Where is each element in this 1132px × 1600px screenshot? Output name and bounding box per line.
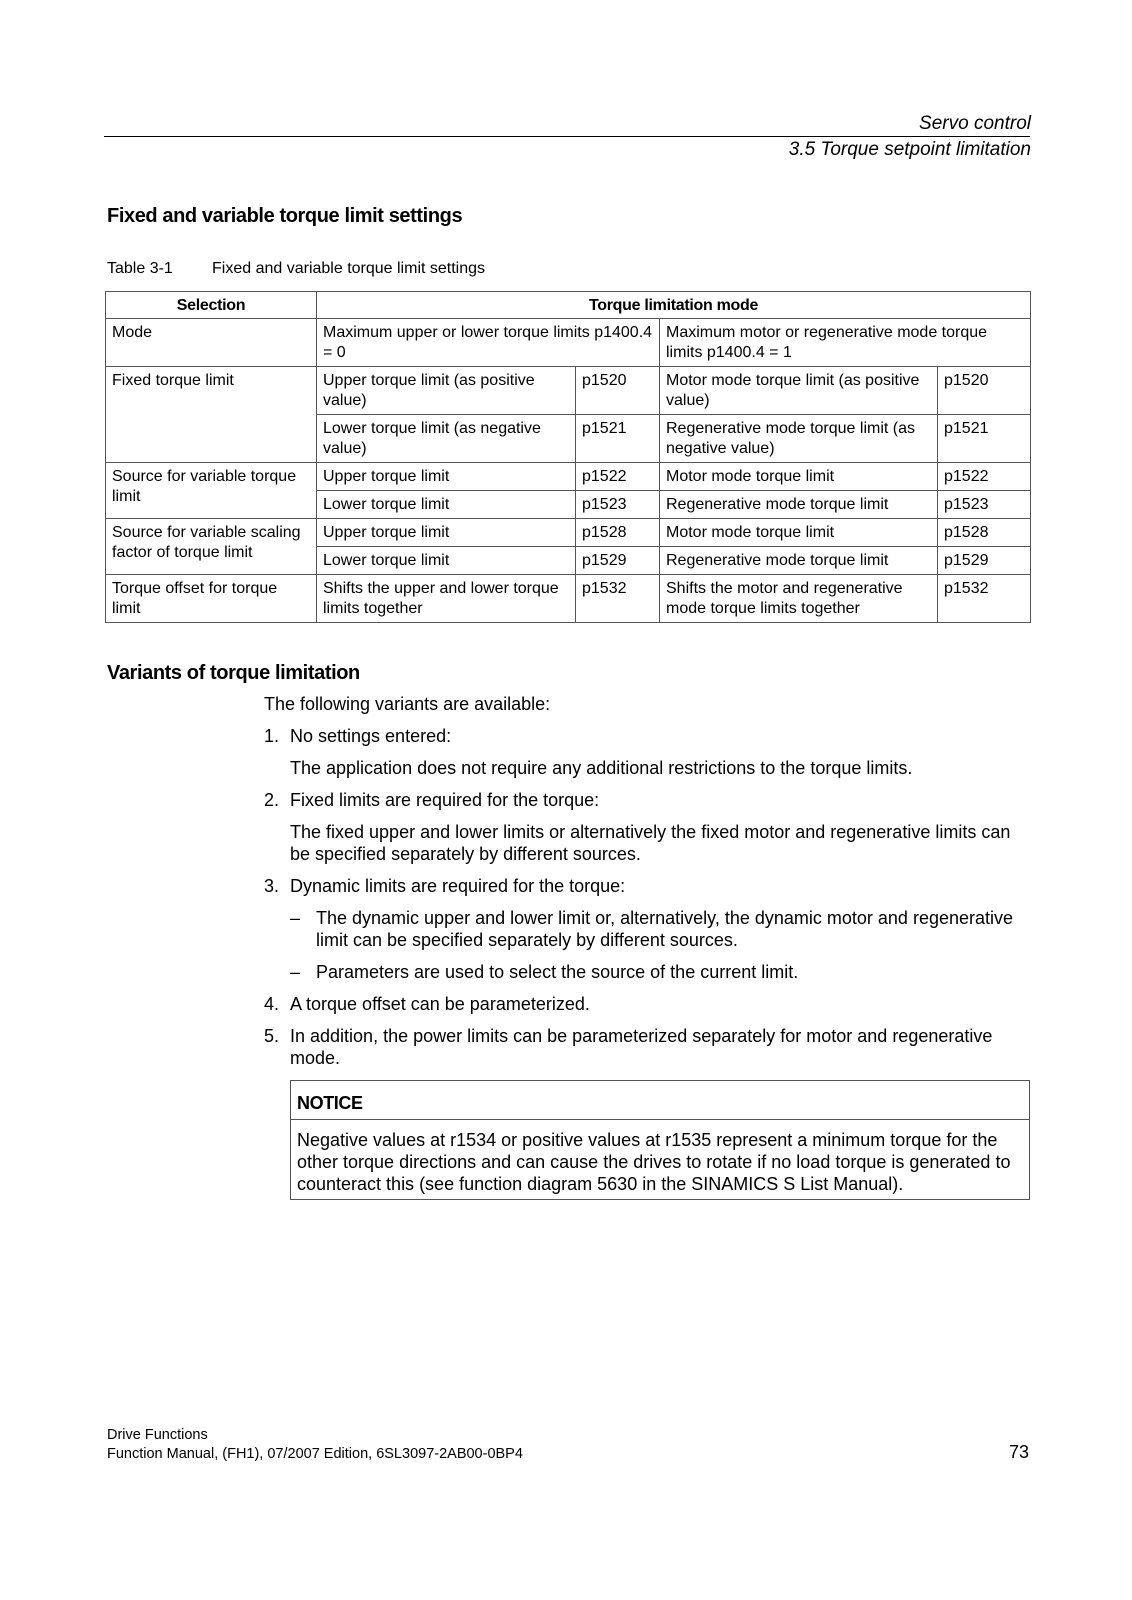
cell-description: Upper torque limit — [317, 463, 576, 491]
cell-parameter: p1528 — [576, 519, 660, 547]
table-caption — [107, 260, 485, 278]
cell-parameter: p1522 — [938, 463, 1031, 491]
cell-description: Upper torque limit — [317, 519, 576, 547]
cell-selection: Fixed torque limit — [106, 367, 317, 463]
footer-title: Drive Functions — [107, 1427, 208, 1443]
list-item-text: Dynamic limits are required for the torque: — [290, 876, 626, 896]
cell-parameter: p1523 — [938, 491, 1031, 519]
notice-body: Negative values at r1534 or positive values at r1535 represent a minimum torque for the other torque directions and can cause the drives to rotate if no load torque is generated to counteract this (see function diagram 5630 in the SINAMICS S List Manual). — [297, 1130, 1011, 1194]
list-item-text: No settings entered: — [290, 726, 452, 746]
list-item — [264, 993, 1030, 1015]
cell-parameter: p1532 — [938, 575, 1031, 623]
variants-list — [264, 725, 1030, 1079]
table-row-offset — [106, 575, 1031, 623]
cell-parameter: p1523 — [576, 491, 660, 519]
cell-description: Motor mode torque limit (as positive value) — [660, 367, 938, 415]
section-heading-variants: Variants of torque limitation — [107, 662, 360, 684]
dash-list-item-text: The dynamic upper and lower limit or, alternatively, the dynamic motor and regenerative limit can be specified separately by different sources. — [316, 908, 1014, 950]
cell-description: Lower torque limit — [317, 547, 576, 575]
cell-parameter: p1528 — [938, 519, 1031, 547]
table-header-row — [106, 292, 1031, 319]
table-header-mode: Torque limitation mode — [317, 292, 1031, 319]
cell-mode-left: Maximum upper or lower torque limits p1400.4 = 0 — [317, 319, 660, 367]
cell-selection: Source for variable scaling factor of torque limit — [106, 519, 317, 575]
list-item-number: 5. — [264, 1026, 280, 1046]
cell-description: Regenerative mode torque limit (as negative value) — [660, 415, 938, 463]
cell-description: Motor mode torque limit — [660, 463, 938, 491]
dash-list-item — [290, 907, 1030, 951]
cell-parameter: p1532 — [576, 575, 660, 623]
list-item-detail: The application does not require any additional restrictions to the torque limits. — [290, 758, 913, 778]
footer-edition: Function Manual, (FH1), 07/2007 Edition, 6SL3097-2AB00-0BP4 — [107, 1446, 523, 1462]
cell-parameter: p1521 — [938, 415, 1031, 463]
cell-description: Regenerative mode torque limit — [660, 547, 938, 575]
cell-parameter: p1529 — [938, 547, 1031, 575]
torque-limit-table — [105, 291, 1031, 623]
section-heading-fixed-variable: Fixed and variable torque limit settings — [107, 205, 463, 227]
list-item — [264, 789, 1030, 865]
cell-description: Regenerative mode torque limit — [660, 491, 938, 519]
list-item-number: 3. — [264, 876, 280, 896]
cell-description: Shifts the upper and lower torque limits together — [317, 575, 576, 623]
cell-description: Upper torque limit (as positive value) — [317, 367, 576, 415]
list-item-number: 2. — [264, 790, 280, 810]
cell-description: Motor mode torque limit — [660, 519, 938, 547]
list-item-text: Fixed limits are required for the torque: — [290, 790, 600, 810]
cell-selection: Torque offset for torque limit — [106, 575, 317, 623]
page-number: 73 — [1008, 1442, 1029, 1462]
cell-selection: Source for variable torque limit — [106, 463, 317, 519]
list-item-number: 1. — [264, 726, 280, 746]
list-item — [264, 1025, 1030, 1069]
notice-box — [290, 1080, 1030, 1200]
header-rule — [104, 136, 1030, 137]
cell-parameter: p1521 — [576, 415, 660, 463]
table-header-selection: Selection — [106, 292, 317, 319]
cell-description: Lower torque limit (as negative value) — [317, 415, 576, 463]
dash-marker: – — [290, 962, 301, 982]
table-row-scaling-upper — [106, 519, 1031, 547]
list-item-text: In addition, the power limits can be parameterized separately for motor and regenerative mode. — [290, 1026, 993, 1068]
table-row-mode — [106, 319, 1031, 367]
list-item — [264, 875, 1030, 983]
cell-selection: Mode — [106, 319, 317, 367]
cell-mode-right: Maximum motor or regenerative mode torque limits p1400.4 = 1 — [660, 319, 1031, 367]
dash-marker: – — [290, 908, 301, 928]
cell-parameter: p1522 — [576, 463, 660, 491]
header-section: 3.5 Torque setpoint limitation — [788, 139, 1031, 160]
dash-list — [290, 907, 1030, 983]
list-item — [264, 725, 1030, 779]
table-row-variable-upper — [106, 463, 1031, 491]
table-row-fixed-upper — [106, 367, 1031, 415]
table-caption-label: Table 3-1 — [107, 260, 173, 277]
table-caption-text: Fixed and variable torque limit settings — [212, 260, 486, 277]
notice-title: NOTICE — [291, 1081, 1029, 1120]
list-item-number: 4. — [264, 994, 280, 1014]
cell-description: Lower torque limit — [317, 491, 576, 519]
variants-intro: The following variants are available: — [264, 694, 551, 714]
dash-list-item-text: Parameters are used to select the source of the current limit. — [316, 962, 799, 982]
list-item-text: A torque offset can be parameterized. — [290, 994, 590, 1014]
dash-list-item — [290, 961, 1030, 983]
header-chapter: Servo control — [919, 113, 1031, 134]
list-item-detail: The fixed upper and lower limits or alternatively the fixed motor and regenerative limits can be specified separately by different sources. — [290, 822, 1011, 864]
cell-parameter: p1520 — [576, 367, 660, 415]
cell-description: Shifts the motor and regenerative mode torque limits together — [660, 575, 938, 623]
cell-parameter: p1520 — [938, 367, 1031, 415]
cell-parameter: p1529 — [576, 547, 660, 575]
